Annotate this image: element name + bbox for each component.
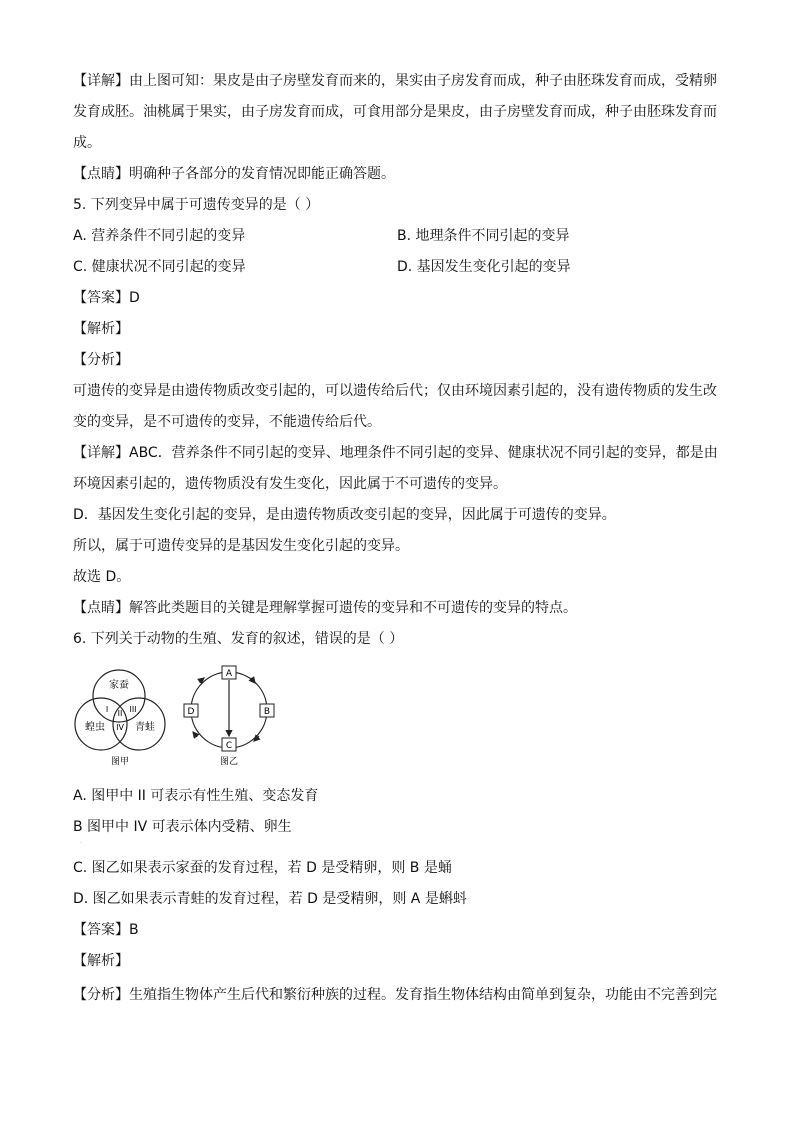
analysis-label: 【解析】 bbox=[73, 321, 129, 337]
node-a-label: A bbox=[225, 669, 233, 679]
question-5-stem: 5. 下列变异中属于可遗传变异的是（ ） bbox=[73, 197, 320, 213]
text-line: 所以，属于可遗传变异的是基因发生变化引起的变异。 bbox=[73, 538, 409, 554]
cycle-arrow-c-d bbox=[193, 732, 197, 737]
text-line: 【点睛】解答此类题目的关键是理解掌握可遗传的变异和不可遗传的变异的特点。 bbox=[73, 600, 577, 616]
q6-option-b: B 图甲中 IV 可表示体内受精、卵生 bbox=[73, 819, 292, 835]
node-d-label: D bbox=[187, 707, 195, 717]
venn-region-4: IV bbox=[116, 723, 124, 732]
q6-option-d: D. 图乙如果表示青蛙的发育过程，若 D 是受精卵，则 A 是蝌蚪 bbox=[73, 891, 467, 907]
node-c-label: C bbox=[225, 741, 233, 751]
figure-yi-caption: 图乙 bbox=[219, 757, 239, 767]
q5-option-d: D. 基因发生变化引起的变异 bbox=[397, 259, 571, 275]
text-line: 环境因素引起的，遗传物质没有发生变化，因此属于不可遗传的变异。 bbox=[73, 476, 507, 492]
analysis-label: 【解析】 bbox=[73, 953, 129, 969]
venn-label-top: 家蚕 bbox=[109, 680, 129, 691]
q5-option-b: B. 地理条件不同引起的变异 bbox=[397, 228, 570, 244]
cycle-arrow-a-b bbox=[251, 678, 255, 683]
text-line: 故选 D。 bbox=[73, 569, 131, 585]
figure-jia-caption: 图甲 bbox=[110, 757, 130, 767]
text-line: 发育成胚。油桃属于果实，由子房发育而成，可食用部分是果皮，由子房壁发育而成，种子由胚珠发育而 bbox=[73, 104, 717, 120]
venn-label-left: 蝗虫 bbox=[85, 722, 105, 733]
figure-svg bbox=[73, 664, 293, 768]
answer-label: 【答案】B bbox=[73, 922, 139, 938]
text-line: 可遗传的变异是由遗传物质改变引起的，可以遗传给后代；仅由环境因素引起的，没有遗传物质的发生改 bbox=[73, 383, 717, 399]
text-line: 【详解】ABC．营养条件不同引起的变异、地理条件不同引起的变异、健康状况不同引起的变异，都是由 bbox=[73, 445, 718, 461]
text-line: 【详解】由上图可知：果皮是由子房壁发育而来的，果实由子房发育而成，种子由胚珠发育而成，受精卵 bbox=[73, 73, 717, 89]
stray-mark: · bbox=[80, 840, 82, 847]
q6-option-c: C. 图乙如果表示家蚕的发育过程，若 D 是受精卵，则 B 是蛹 bbox=[73, 860, 452, 876]
text-line: D．基因发生变化引起的变异，是由遗传物质改变引起的变异，因此属于可遗传的变异。 bbox=[73, 507, 616, 523]
cycle-diagram bbox=[184, 666, 274, 767]
venn-region-2: II bbox=[117, 709, 123, 718]
text-line: 成。 bbox=[73, 135, 101, 151]
venn-region-1: I bbox=[105, 705, 109, 714]
text-line: 【分析】生殖指生物体产生后代和繁衍种族的过程。发育指生物体结构由简单到复杂，功能由不完善到完 bbox=[73, 987, 717, 1003]
figure-diagrams bbox=[73, 664, 293, 768]
text-line: 【点睛】明确种子各部分的发育情况即能正确答题。 bbox=[73, 166, 395, 182]
venn-diagram bbox=[75, 670, 165, 767]
q5-option-c: C. 健康状况不同引起的变异 bbox=[73, 259, 246, 275]
q6-option-a: A. 图甲中 II 可表示有性生殖、变态发育 bbox=[73, 788, 319, 804]
venn-label-right: 青蛙 bbox=[135, 722, 155, 733]
analysis-heading: 【分析】 bbox=[73, 352, 129, 368]
q5-option-a: A. 营养条件不同引起的变异 bbox=[73, 228, 246, 244]
question-6-stem: 6. 下列关于动物的生殖、发育的叙述，错误的是（ ） bbox=[73, 631, 404, 647]
answer-label: 【答案】D bbox=[73, 290, 140, 306]
text-line: 变的变异，是不可遗传的变异，不能遗传给后代。 bbox=[73, 414, 381, 430]
venn-region-3: III bbox=[129, 705, 137, 714]
node-b-label: B bbox=[263, 707, 271, 717]
